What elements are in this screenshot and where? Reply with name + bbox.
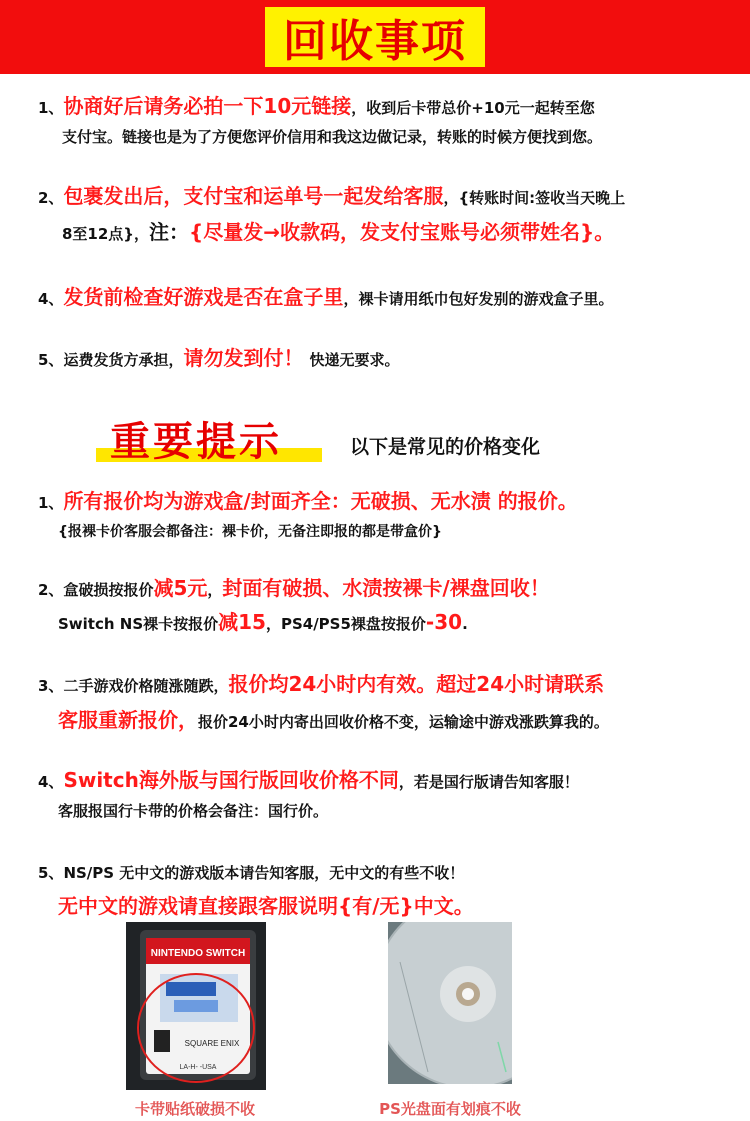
- item-number: 1、: [38, 99, 64, 117]
- cartridge-brand: NINTENDO SWITCH: [150, 948, 246, 959]
- item-highlight: 报价均24小时内有效。超过24小时请联系: [228, 672, 605, 696]
- item-2-line2: [62, 216, 614, 245]
- cartridge-caption: 卡带贴纸破损不收: [134, 1100, 255, 1118]
- item-highlight: 客服重新报价，: [58, 708, 198, 732]
- cartridge-photo: [126, 922, 266, 1090]
- header-title-box: [265, 7, 485, 67]
- disc-caption: PS光盘面有划痕不收: [379, 1100, 521, 1118]
- item-highlight: 所有报价均为游戏盒/封面齐全：无破损、无水渍 的报价。: [63, 489, 578, 513]
- item-number: 5、: [38, 351, 64, 369]
- cartridge-publisher: SQUARE ENIX: [184, 1039, 240, 1048]
- item-number: 2、: [38, 189, 64, 207]
- item-highlight: 请勿发到付！: [183, 346, 304, 370]
- item-number: 2、: [38, 581, 64, 599]
- item-highlight: 封面有破损、水渍按裸卡/裸盘回收！: [222, 576, 550, 600]
- item-text: 快递无要求。: [309, 351, 400, 369]
- tip-3-line1: [38, 668, 604, 697]
- item-text: ，收到后卡带总价+10元一起转至您: [351, 99, 595, 117]
- tip-5-line1: [38, 862, 464, 883]
- tip-4-line2: 客服报国行卡带的价格会备注：国行价。: [58, 802, 329, 820]
- header-banner: [0, 0, 750, 74]
- item-text: ，: [207, 581, 223, 599]
- cartridge-image: [126, 922, 266, 1090]
- header-title: 回收事项: [283, 16, 467, 67]
- tip-3-line2: [58, 704, 609, 733]
- item-number: 1、: [38, 494, 64, 512]
- item-text: ，PS4/PS5裸盘按报价: [265, 615, 426, 633]
- item-highlight: 协商好后请务必拍一下10元链接: [63, 94, 352, 118]
- tip-2-line2: [58, 606, 468, 635]
- item-text: 8至12点}，: [62, 225, 149, 243]
- item-text: ，{转账时间:签收当天晚上: [443, 189, 626, 207]
- note-label: 注：: [149, 220, 189, 244]
- item-5-line1: [38, 342, 399, 371]
- item-text: ，裸卡请用纸巾包好发别的游戏盒子里。: [343, 290, 614, 308]
- tip-1-line1: [38, 485, 578, 514]
- tip-2-line1: [38, 572, 550, 601]
- item-text: NS/PS 无中文的游戏版本请告知客服，无中文的有些不收！: [63, 864, 465, 882]
- important-title: 重要提示: [110, 419, 282, 465]
- item-highlight: 减5元: [153, 576, 208, 600]
- disc-image: [388, 922, 512, 1084]
- disc-photo: [388, 922, 512, 1084]
- item-1-line2: 支付宝。链接也是为了方便您评价信用和我这边做记录，转账的时候方便找到您。: [62, 128, 603, 146]
- item-text: 报价24小时内寄出回收价格不变，运输途中游戏涨跌算我的。: [198, 713, 609, 731]
- tip-5-line2: 无中文的游戏请直接跟客服说明{有/无}中文。: [58, 894, 474, 918]
- important-heading: [92, 410, 322, 466]
- item-text: Switch NS裸卡按报价: [58, 615, 219, 633]
- item-text: 二手游戏价格随涨随跌，: [63, 677, 229, 695]
- cartridge-code: LA-H- -USA: [179, 1064, 217, 1071]
- item-highlight: 包裹发出后，支付宝和运单号一起发给客服: [63, 184, 444, 208]
- item-4-line1: [38, 281, 613, 310]
- item-highlight: Switch海外版与国行版回收价格不同: [63, 768, 399, 792]
- item-2-line1: [38, 180, 625, 209]
- item-highlight: 减15: [218, 610, 266, 634]
- tip-1-line2: {报裸卡价客服会都备注：裸卡价，无备注即报的都是带盒价}: [58, 524, 442, 540]
- item-text: 运费发货方承担，: [63, 351, 184, 369]
- item-1-line1: [38, 90, 595, 119]
- tip-4-line1: [38, 764, 579, 793]
- item-number: 3、: [38, 677, 64, 695]
- important-subtitle: 以下是常见的价格变化: [350, 436, 541, 458]
- item-number: 5、: [38, 864, 64, 882]
- item-highlight: 发货前检查好游戏是否在盒子里: [63, 285, 344, 309]
- item-number: 4、: [38, 773, 64, 791]
- item-number: 4、: [38, 290, 64, 308]
- item-text: 盒破损按报价: [63, 581, 154, 599]
- item-text: ，若是国行版请告知客服！: [398, 773, 579, 791]
- item-highlight: -30: [425, 610, 463, 634]
- item-highlight: {尽量发→收款码，发支付宝账号必须带姓名}。: [189, 220, 615, 244]
- item-text: .: [462, 615, 468, 633]
